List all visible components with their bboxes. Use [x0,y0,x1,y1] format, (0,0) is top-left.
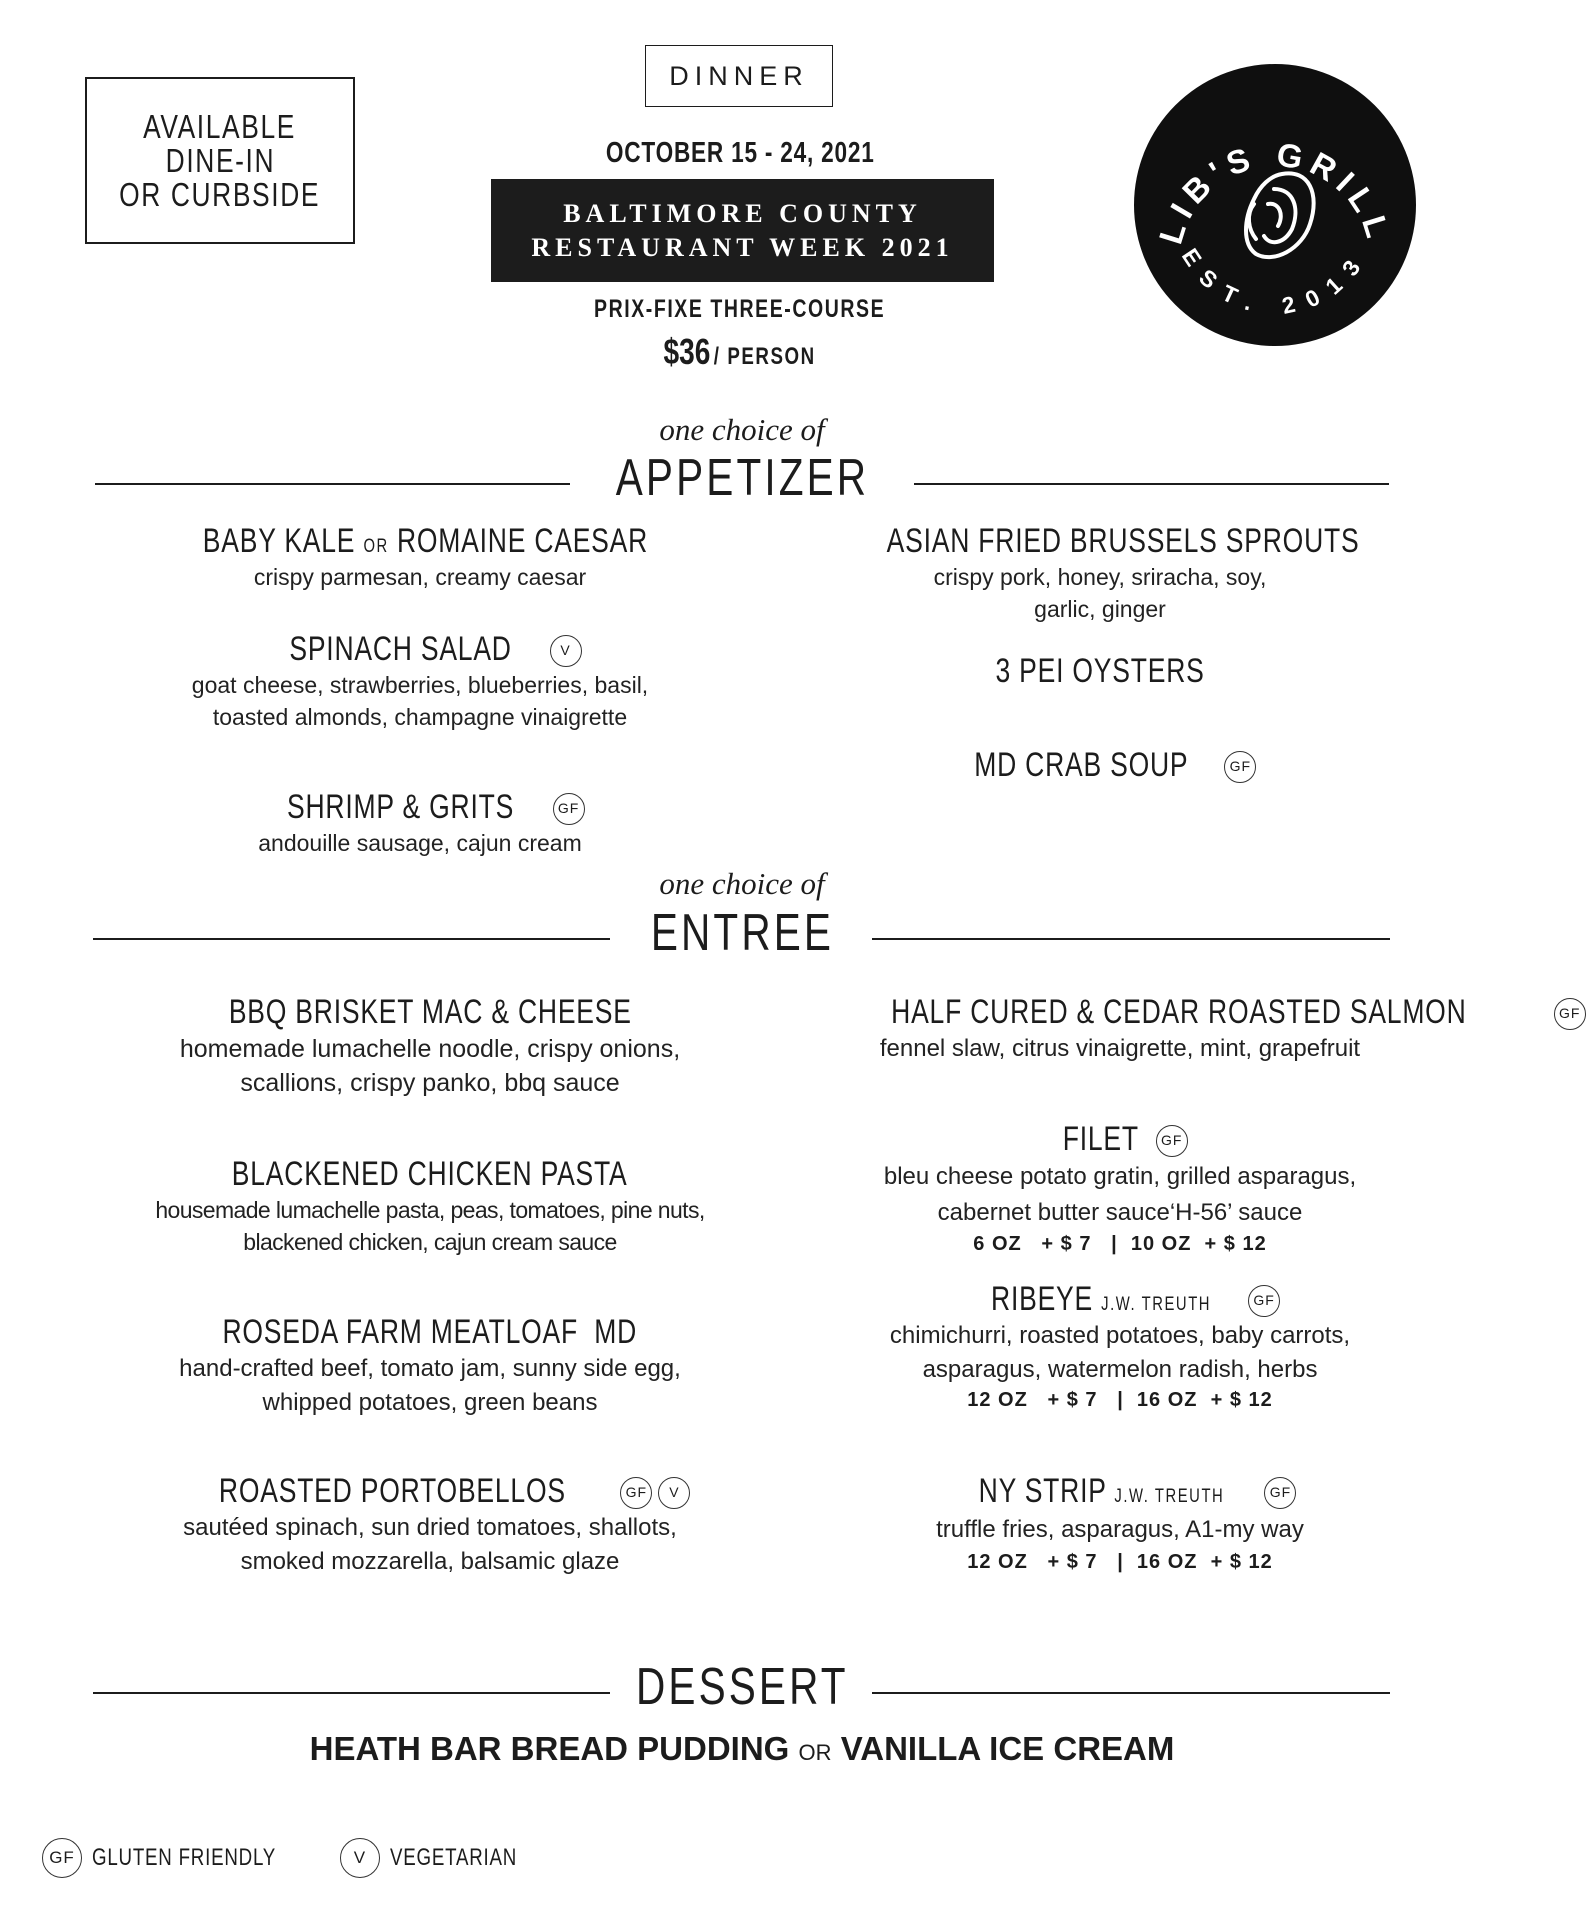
meal-label: DINNER [645,45,833,107]
divider-line [872,1692,1390,1694]
menu-item-portobellos [120,1472,740,1579]
entree-title-text: ENTREE [650,904,834,962]
dessert-title [492,1657,992,1717]
event-dates [540,137,940,170]
availability-line: DINE-IN [165,141,275,179]
dietary-legend [42,1838,553,1878]
gluten-friendly-badge: GF [553,793,585,825]
entree-title [492,903,992,963]
item-description: hand-crafted beef, tomato jam, sunny side egg, [179,1355,681,1382]
item-name: 3 PEI OYSTERS [995,652,1205,690]
item-description: bleu cheese potato gratin, grilled asparagus, [883,1163,1357,1190]
gluten-friendly-badge: GF [1224,751,1256,783]
item-description: blackened chicken, cajun cream sauce [243,1229,617,1255]
item-description: goat cheese, strawberries, blueberries, basil, [191,672,649,698]
menu-item-brisket-mac [120,993,740,1100]
menu-item-ribeye [810,1280,1430,1412]
item-name: MD CRAB SOUP [973,746,1189,784]
menu-format-text: PRIX-FIXE THREE-COURSE [594,295,886,323]
dessert-item: VANILLA ICE CREAM [840,1730,1175,1767]
price-line [540,331,940,373]
item-name: SHRIMP & GRITS [287,788,515,826]
legend-label: GLUTEN FRIENDLY [92,1844,277,1871]
vegetarian-badge: V [550,635,582,667]
logo-name: LIB'S GRILL [1151,135,1399,249]
gluten-friendly-badge: GF [1554,998,1586,1030]
event-title-box [491,179,994,282]
dessert-title-text: DESSERT [635,1658,849,1716]
item-name: RIBEYE [990,1280,1093,1318]
item-description: garlic, ginger [1034,596,1166,622]
menu-item-meatloaf [120,1313,740,1420]
event-dates-text: OCTOBER 15 - 24, 2021 [605,137,875,169]
item-description: housemade lumachelle pasta, peas, tomatoes, pine nuts, [155,1197,705,1223]
availability-box [85,77,355,244]
divider-line [872,938,1390,940]
price-unit: / PERSON [714,343,817,370]
item-description: smoked mozzarella, balsamic glaze [240,1548,620,1575]
item-name: BLACKENED CHICKEN PASTA [232,1155,628,1193]
gluten-friendly-badge: GF [620,1477,652,1509]
menu-item-caesar [140,522,700,593]
item-description: scallions, crispy panko, bbq sauce [240,1069,620,1097]
item-description: crispy pork, honey, sriracha, soy, [933,564,1267,590]
event-title-line: BALTIMORE COUNTY [563,198,922,228]
item-description: andouille sausage, cajun cream [258,830,582,856]
item-name: ASIAN FRIED BRUSSELS SPROUTS [886,522,1360,560]
item-description: sautéed spinach, sun dried tomatoes, shallots, [183,1514,677,1541]
item-description: chimichurri, roasted potatoes, baby carrots, [889,1322,1351,1349]
appetizer-title [492,448,992,508]
logo-established: EST. 2013 [1176,243,1374,319]
gluten-friendly-badge: GF [42,1838,82,1878]
item-price-options: 12 OZ + $ 7 | 16 OZ + $ 12 [967,1389,1273,1411]
menu-item-spinach-salad [140,630,700,733]
item-name: NY STRIP [978,1472,1106,1510]
dessert-options [140,1730,1344,1768]
item-name: ROMAINE CAESAR [396,522,649,560]
entree-prefix: one choice of [659,866,825,901]
gluten-friendly-badge: GF [1156,1125,1188,1157]
menu-item-crab-soup [820,746,1380,785]
menu-item-brussels-sprouts [820,522,1380,625]
item-description: cabernet butter sauce‘H-56’ sauce [937,1199,1303,1226]
item-name: FILET [1062,1120,1140,1158]
availability-line: OR CURBSIDE [119,175,321,213]
appetizer-prefix: one choice of [659,412,825,447]
item-name: ROASTED PORTOBELLOS [218,1472,566,1510]
menu-item-ny-strip [810,1472,1430,1574]
vegetarian-badge: V [658,1477,690,1509]
menu-item-shrimp-grits [140,788,700,859]
menu-item-salmon [810,993,1581,1066]
item-supplier: J.W. TREUTH [1101,1294,1212,1315]
menu-item-chicken-pasta [120,1155,740,1258]
item-name: SPINACH SALAD [289,630,513,668]
item-name: BBQ BRISKET MAC & CHEESE [228,993,632,1031]
menu-item-oysters [820,652,1380,691]
price: $36 [663,331,711,372]
item-supplier: J.W. TREUTH [1113,1486,1224,1507]
event-title-line: RESTAURANT WEEK 2021 [531,232,954,262]
item-description: whipped potatoes, green beans [262,1389,598,1416]
item-description: fennel slaw, citrus vinaigrette, mint, grapefruit [879,1035,1361,1062]
gluten-friendly-badge: GF [1264,1477,1296,1509]
vegetarian-badge: V [340,1838,380,1878]
menu-format [540,295,940,324]
availability-line: AVAILABLE [143,107,297,145]
gluten-friendly-badge: GF [1248,1285,1280,1317]
item-description: homemade lumachelle noodle, crispy onions, [179,1035,681,1063]
item-name: HALF CURED & CEDAR ROASTED SALMON [891,993,1467,1031]
item-price-options: 12 OZ + $ 7 | 16 OZ + $ 12 [967,1551,1273,1573]
dessert-item: HEATH BAR BREAD PUDDING [309,1730,790,1767]
item-description: crispy parmesan, creamy caesar [253,564,587,590]
menu-item-filet [810,1120,1430,1256]
divider-line [914,483,1389,485]
or-connector: OR [798,1740,832,1765]
item-description: truffle fries, asparagus, A1-my way [936,1516,1304,1543]
item-description: toasted almonds, champagne vinaigrette [212,704,628,730]
appetizer-title-text: APPETIZER [615,449,869,507]
item-name: ROSEDA FARM MEATLOAF MD [222,1313,638,1351]
legend-label: VEGETARIAN [389,1844,518,1871]
item-description: asparagus, watermelon radish, herbs [922,1356,1318,1383]
item-name: BABY KALE [202,522,356,560]
item-price-options: 6 OZ + $ 7 | 10 OZ + $ 12 [973,1233,1267,1255]
or-connector: OR [363,536,389,557]
restaurant-logo [1134,64,1416,346]
